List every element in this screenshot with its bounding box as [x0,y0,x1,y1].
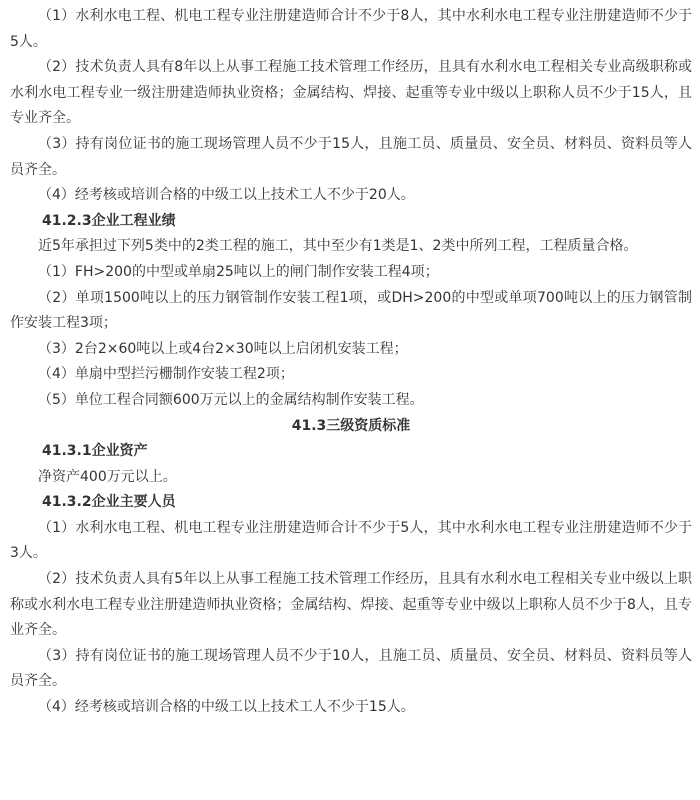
document-body [10,4,692,721]
tier3-personnel-item-3: （3）持有岗位证书的施工现场管理人员不少于10人，且施工员、质量员、安全员、材料员、资料员等人员齐全。 [10,647,692,690]
personnel-item-4: （4）经考核或培训合格的中级工以上技术工人不少于20人。 [38,187,415,204]
performance-item-4: （4）单扇中型拦污栅制作安装工程2项； [38,366,294,383]
performance-item-1: （1）FH>200的中型或单扇25吨以上的闸门制作安装工程4项； [38,263,439,280]
performance-item-2: （2）单项1500吨以上的压力钢管制作安装工程1项，或DH>200的中型或单项700吨以上的压力钢管制作安装工程3项； [10,289,692,332]
performance-heading: 41.2.3企业工程业绩 [42,212,176,229]
performance-item-5: （5）单位工程合同额600万元以上的金属结构制作安装工程。 [38,391,424,408]
performance-intro: 近5年承担过下列5类中的2类工程的施工，其中至少有1类是1、2类中所列工程，工程质量合格。 [38,238,638,255]
assets-text: 净资产400万元以上。 [38,468,177,485]
personnel-heading: 41.3.2企业主要人员 [42,494,176,511]
tier3-personnel-item-4: （4）经考核或培训合格的中级工以上技术工人不少于15人。 [38,699,415,716]
tier3-personnel-item-2: （2）技术负责人具有5年以上从事工程施工技术管理工作经历，且具有水利水电工程相关专业中级以上职称或水利水电工程专业注册建造师执业资格；金属结构、焊接、起重等专业中级以上职称人员不少于8人，且专业齐全。 [10,571,692,639]
performance-item-3: （3）2台2×60吨以上或4台2×30吨以上启闭机安装工程； [38,340,408,357]
personnel-item-2: （2）技术负责人具有8年以上从事工程施工技术管理工作经历，且具有水利水电工程相关专业高级职称或水利水电工程专业一级注册建造师执业资格；金属结构、焊接、起重等专业中级以上职称人员不少于15人，且专业齐全。 [10,59,692,127]
tier3-personnel-item-1: （1）水利水电工程、机电工程专业注册建造师合计不少于5人，其中水利水电工程专业注册建造师不少于3人。 [10,519,692,562]
personnel-item-1: （1）水利水电工程、机电工程专业注册建造师合计不少于8人，其中水利水电工程专业注册建造师不少于5人。 [10,8,692,50]
section-title: 41.3三级资质标准 [291,417,411,434]
assets-heading: 41.3.1企业资产 [42,443,148,460]
personnel-item-3: （3）持有岗位证书的施工现场管理人员不少于15人，且施工员、质量员、安全员、材料员、资料员等人员齐全。 [10,135,692,178]
